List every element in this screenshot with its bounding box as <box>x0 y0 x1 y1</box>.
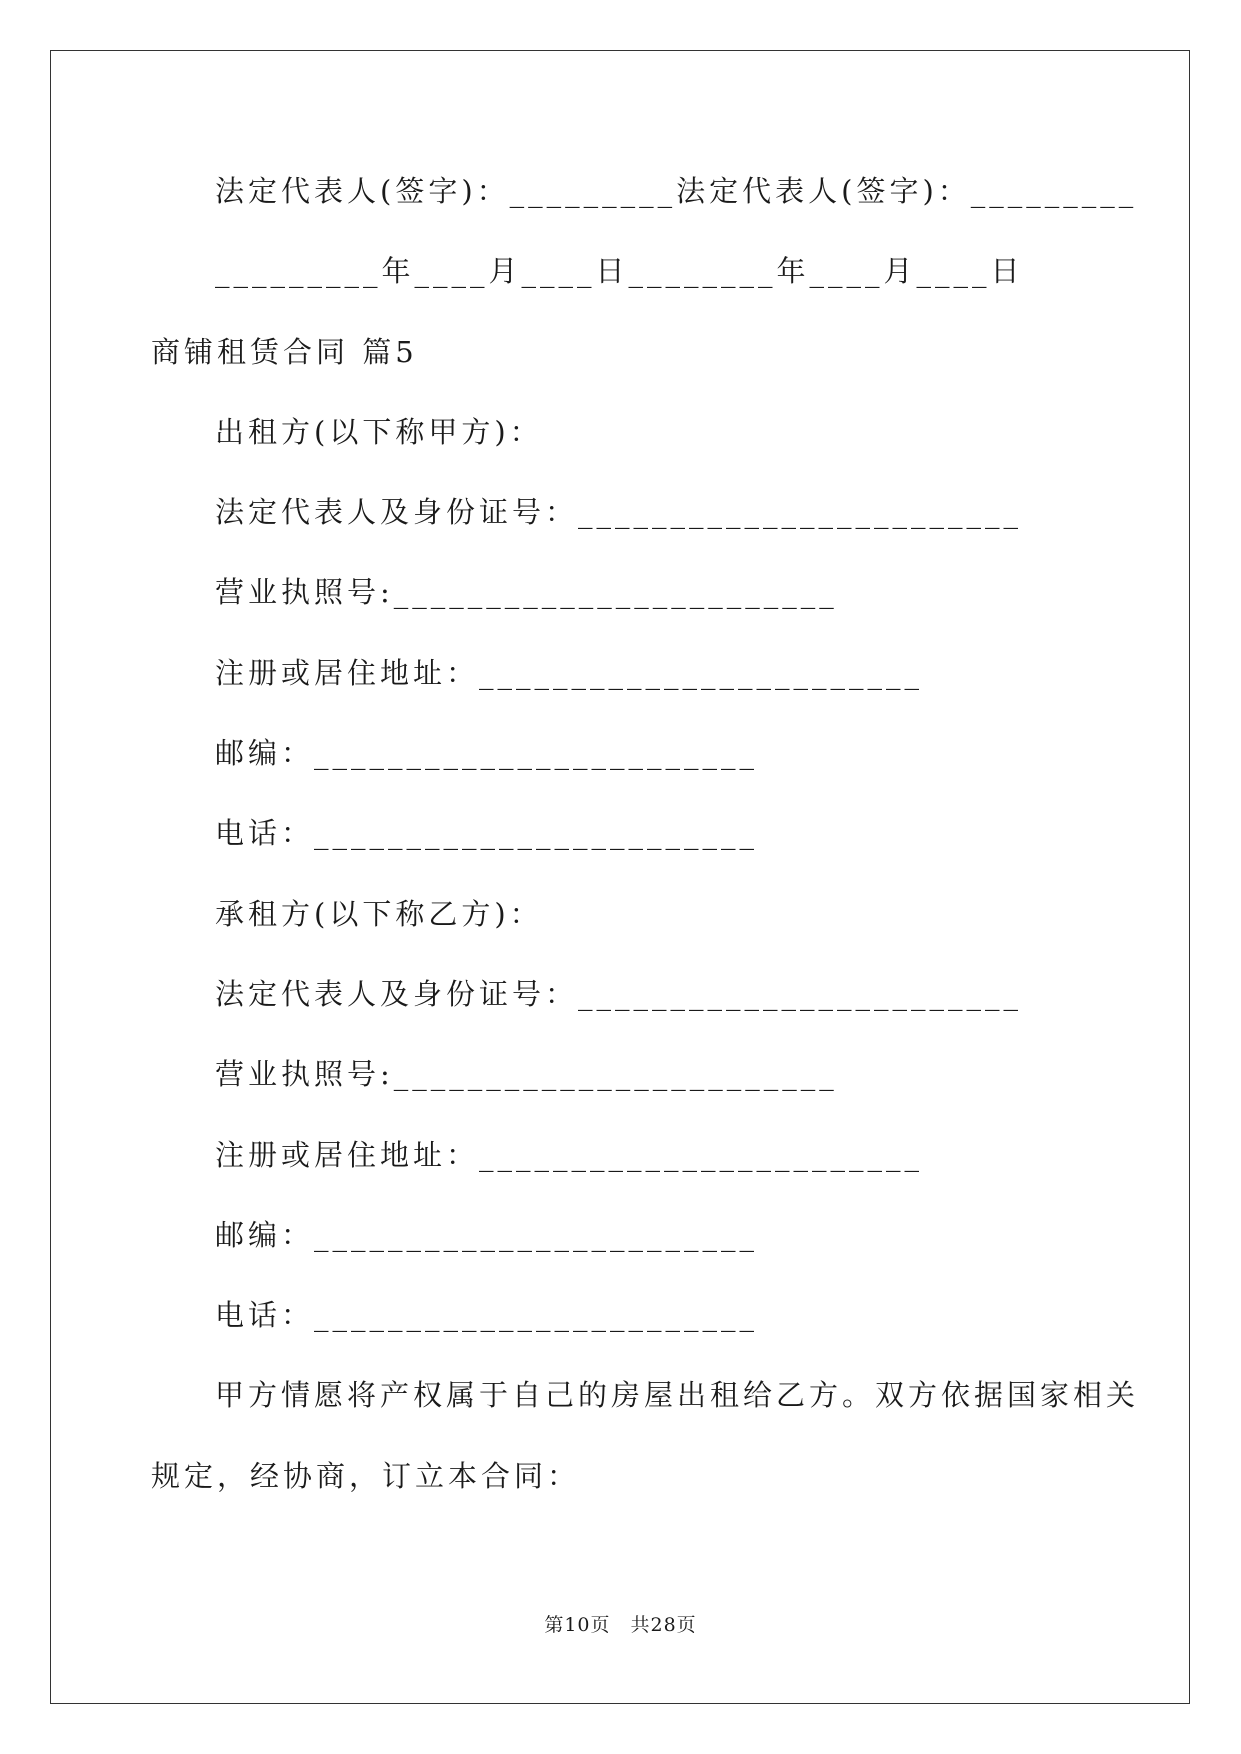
lessee-license-field: 营业执照号:________________________ <box>215 1057 838 1091</box>
date-line: _________年____月____日________年____月____日 <box>215 254 1024 288</box>
lessee-phone-field: 电话：________________________ <box>215 1298 759 1332</box>
lessee-representative-field: 法定代表人及身份证号：________________________ <box>215 977 1023 1011</box>
lessor-postcode-field: 邮编：________________________ <box>215 736 759 770</box>
lessor-representative-field: 法定代表人及身份证号：________________________ <box>215 495 1023 529</box>
lessor-phone-field: 电话：________________________ <box>215 816 759 850</box>
section-heading: 商铺租赁合同 篇5 <box>151 335 418 369</box>
lessee-heading: 承租方(以下称乙方)： <box>215 897 543 931</box>
page-border <box>50 50 1190 1704</box>
lessee-address-field: 注册或居住地址：________________________ <box>215 1138 924 1172</box>
lessee-postcode-field: 邮编：________________________ <box>215 1218 759 1252</box>
body-paragraph-line-2: 规定，经协商，订立本合同： <box>151 1459 581 1493</box>
lessor-address-field: 注册或居住地址：________________________ <box>215 656 924 690</box>
lessor-license-field: 营业执照号:________________________ <box>215 575 838 609</box>
signature-line: 法定代表人(签字)：_________法定代表人(签字)：_________ <box>215 174 1138 208</box>
body-paragraph-line-1: 甲方情愿将产权属于自己的房屋出租给乙方。双方依据国家相关 <box>215 1378 1140 1412</box>
page-number-footer: 第10页 共28页 <box>544 1614 697 1636</box>
lessor-heading: 出租方(以下称甲方)： <box>215 415 543 449</box>
